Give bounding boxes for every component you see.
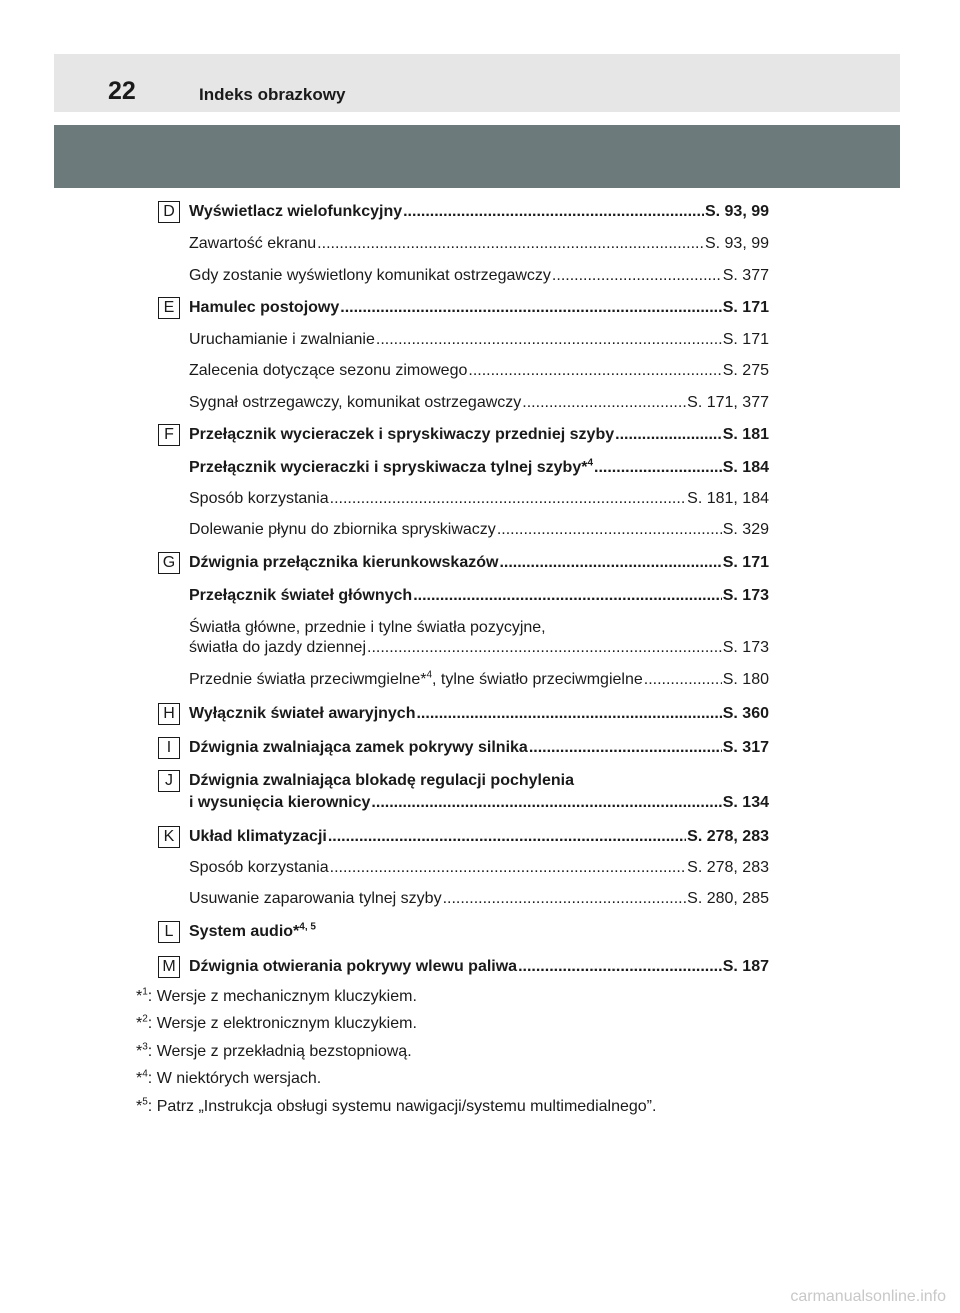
footnote: *$^4$: W niektórych wersjach. xyxy=(136,1068,322,1087)
index-entry xyxy=(189,489,769,509)
entry-page: S. 280, 285 xyxy=(687,890,769,907)
entry-label: Zalecenia dotyczące sezonu zimowego xyxy=(189,362,468,379)
footnote-number: 5 xyxy=(142,1096,148,1108)
footnote: *$^2$: Wersje z elektronicznym kluczykiem. xyxy=(136,1013,417,1032)
entry-label: Dolewanie płynu do zbiornika spryskiwaczy xyxy=(189,521,496,538)
index-entry xyxy=(189,704,769,724)
entry-label-line1: Światła główne, przednie i tylne światła pozycyjne, xyxy=(189,619,546,636)
index-entry xyxy=(189,586,769,606)
index-entry xyxy=(189,298,769,318)
index-entry xyxy=(189,202,769,222)
watermark: carmanualsonline.info xyxy=(790,1288,946,1305)
index-entry xyxy=(189,922,316,942)
entry-page: S. 173 xyxy=(722,587,769,604)
letter-marker-g: G xyxy=(158,552,180,574)
index-entry xyxy=(189,889,769,909)
entry-page: S. 317 xyxy=(722,739,769,756)
entry-page: S. 93, 99 xyxy=(704,203,769,220)
entry-label: Hamulec postojowy xyxy=(189,299,340,316)
entry-page: S. 187 xyxy=(722,958,769,975)
footnote-ref: 4 xyxy=(426,669,432,681)
page-number: 22 xyxy=(108,77,136,105)
entry-page: S. 181 xyxy=(722,426,769,443)
letter-marker-k: K xyxy=(158,826,180,848)
entry-label: Wyświetlacz wielofunkcyjny xyxy=(189,203,403,220)
letter-marker-h: H xyxy=(158,703,180,725)
entry-page: S. 329 xyxy=(722,521,769,538)
entry-page: S. 275 xyxy=(722,362,769,379)
entry-label: System audio* xyxy=(189,923,300,940)
entry-page: S. 171 xyxy=(722,331,769,348)
entry-label: Gdy zostanie wyświetlony komunikat ostrzegawczy xyxy=(189,267,551,284)
section-title: Indeks obrazkowy xyxy=(199,85,346,104)
entry-label: Przełącznik wycieraczek i spryskiwaczy przedniej szyby xyxy=(189,426,615,443)
entry-page: S. 134 xyxy=(722,794,769,811)
index-entry xyxy=(189,670,769,690)
entry-label: Zawartość ekranu xyxy=(189,235,317,252)
entry-label: Dźwignia zwalniająca zamek pokrywy silnika xyxy=(189,739,528,756)
entry-page: S. 180 xyxy=(722,671,769,688)
entry-label: Uruchamianie i zwalnianie xyxy=(189,331,375,348)
footnote-number: 1 xyxy=(142,986,148,998)
header-bar xyxy=(54,54,900,112)
footnote-ref: 4 xyxy=(587,457,594,469)
footnote-number: 2 xyxy=(142,1013,148,1025)
entry-label: i wysunięcia kierownicy xyxy=(189,794,371,811)
entry-label: Dźwignia otwierania pokrywy wlewu paliwa xyxy=(189,958,518,975)
footnote-number: 4 xyxy=(142,1068,148,1080)
letter-marker-f: F xyxy=(158,424,180,446)
letter-marker-i: I xyxy=(158,737,180,759)
footnote-ref: 4, 5 xyxy=(299,921,316,933)
footnote-number: 3 xyxy=(142,1041,148,1053)
entry-page: S. 171 xyxy=(722,299,769,316)
index-entry xyxy=(189,425,769,445)
footnote-text: : Patrz „Instrukcja obsługi systemu nawigacji/systemu multimedialnego”. xyxy=(147,1098,657,1115)
entry-label: Wyłącznik świateł awaryjnych xyxy=(189,705,416,722)
index-entry xyxy=(189,361,769,381)
footnote-text: : Wersje z przekładnią bezstopniową. xyxy=(147,1043,412,1060)
entry-label: , tylne światło przeciwmgielne xyxy=(432,671,643,688)
letter-marker-j: J xyxy=(158,770,180,792)
entry-label: Przełącznik świateł głównych xyxy=(189,587,413,604)
entry-label: Sygnał ostrzegawczy, komunikat ostrzegawczy xyxy=(189,394,522,411)
footnote: *$^1$: Wersje z mechanicznym kluczykiem. xyxy=(136,986,417,1005)
entry-label: Sposób korzystania xyxy=(189,490,329,507)
entry-page: S. 360 xyxy=(722,705,769,722)
entry-page: S. 171 xyxy=(722,554,769,571)
footnote: *$^5$: Patrz „Instrukcja obsługi systemu nawigacji/systemu multimedialnego”. xyxy=(136,1096,657,1115)
entry-page: S. 181, 184 xyxy=(687,490,769,507)
entry-page: S. 93, 99 xyxy=(704,235,769,252)
index-entry xyxy=(189,266,769,286)
entry-label: Usuwanie zaparowania tylnej szyby xyxy=(189,890,442,907)
index-entry xyxy=(189,827,769,847)
index-entry xyxy=(189,957,769,977)
letter-marker-m: M xyxy=(158,956,180,978)
entry-page: S. 278, 283 xyxy=(687,828,769,845)
index-entry xyxy=(189,330,769,350)
entry-page: S. 278, 283 xyxy=(687,859,769,876)
entry-label: Przełącznik wycieraczki i spryskiwacza tylnej szyby* xyxy=(189,459,588,476)
entry-label: światła do jazdy dziennej xyxy=(189,639,366,656)
footnote-text: : W niektórych wersjach. xyxy=(147,1070,322,1087)
index-entry xyxy=(189,793,769,813)
index-entry xyxy=(189,858,769,878)
index-entry xyxy=(189,638,769,658)
entry-label: Przednie światła przeciwmgielne* xyxy=(189,671,427,688)
entry-page: S. 171, 377 xyxy=(687,394,769,411)
entry-page: S. 377 xyxy=(722,267,769,284)
index-entry xyxy=(189,520,769,540)
entry-page: S. 184 xyxy=(722,459,769,476)
footnote-text: : Wersje z elektronicznym kluczykiem. xyxy=(147,1015,417,1032)
footnote: *$^3$: Wersje z przekładnią bezstopniową. xyxy=(136,1041,412,1060)
letter-marker-l: L xyxy=(158,921,180,943)
index-entry xyxy=(189,458,769,478)
entry-label: Układ klimatyzacji xyxy=(189,828,327,845)
footnote-text: : Wersje z mechanicznym kluczykiem. xyxy=(147,988,417,1005)
entry-label: Dźwignia przełącznika kierunkowskazów xyxy=(189,554,499,571)
letter-marker-e: E xyxy=(158,297,180,319)
section-banner xyxy=(54,125,900,188)
entry-label: Sposób korzystania xyxy=(189,859,329,876)
index-entry xyxy=(189,393,769,413)
index-entry xyxy=(189,234,769,254)
entry-label-line1: Dźwignia zwalniająca blokadę regulacji pochylenia xyxy=(189,772,575,789)
letter-marker-d: D xyxy=(158,201,180,223)
entry-page: S. 173 xyxy=(722,639,769,656)
index-entry xyxy=(189,553,769,573)
index-entry xyxy=(189,738,769,758)
